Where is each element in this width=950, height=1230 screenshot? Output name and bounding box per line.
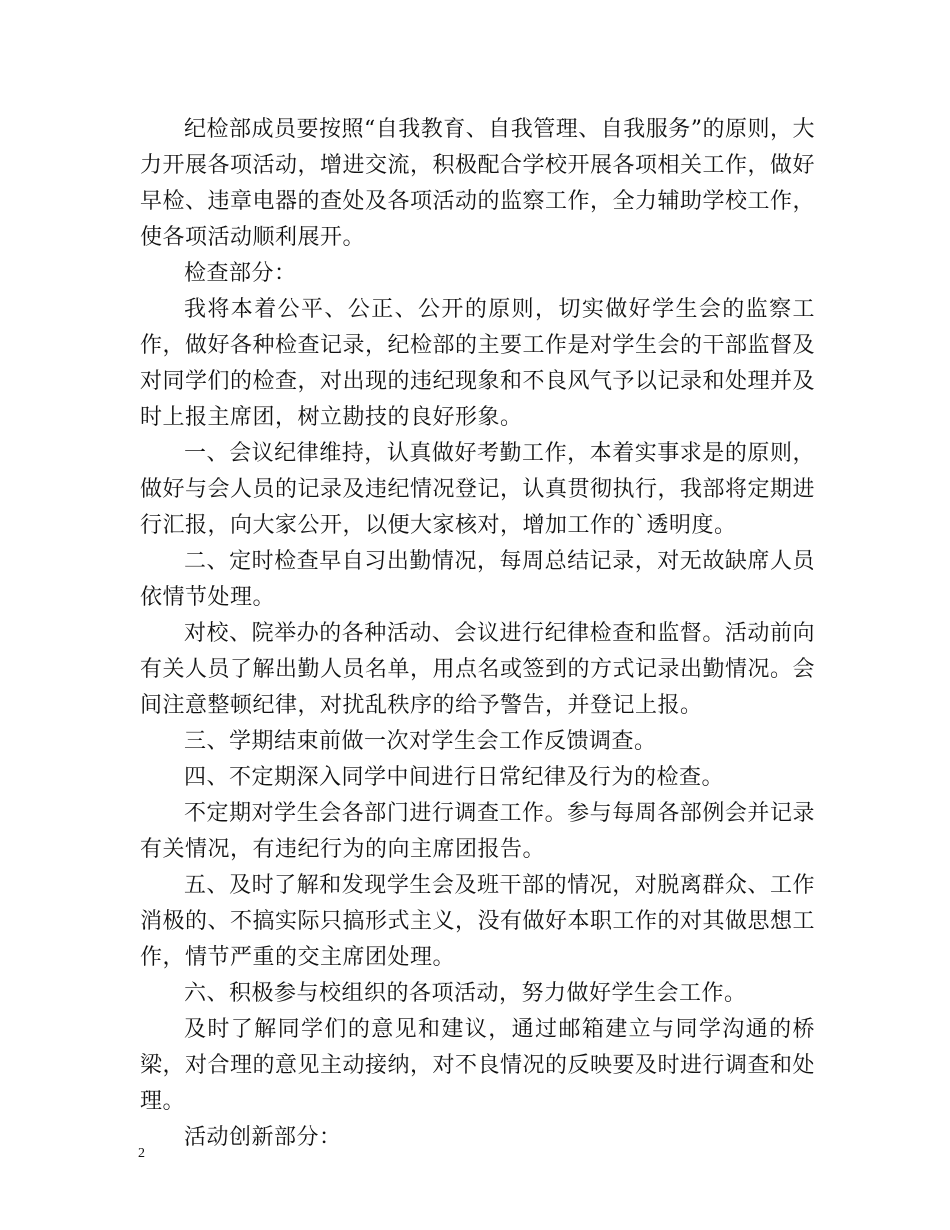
paragraph-intro: 纪检部成员要按照“自我教育、自我管理、自我服务”的原则，大力开展各项活动，增进交流，积极配合学校开展各项相关工作，做好早检、违章电器的查处及各项活动的监察工作，全力辅助学校工作，使各项活动顺利展开。 (140, 117, 816, 250)
paragraph-item-2: 二、定时检查早自习出勤情况，每周总结记录，对无故缺席人员依情节处理。 (140, 549, 815, 610)
paragraph-item-1: 一、会议纪律维持，认真做好考勤工作，本着实事求是的原则，做好与会人员的记录及违纪情况登记，认真贯彻执行，我部将定期进行汇报，向大家公开，以便大家核对，增加工作的`透明度。 (140, 441, 816, 538)
paragraph-item-4: 四、不定期深入同学中间进行日常纪律及行为的检查。 (184, 765, 725, 790)
paragraph-activity-discipline: 对校、院举办的各种活动、会议进行纪律检查和监督。活动前向有关人员了解出勤人员名单，用点名或签到的方式记录出勤情况。会间注意整顿纪律，对扰乱秩序的给予警告，并登记上报。 (140, 621, 816, 718)
paragraph-item-6: 六、积极参与校组织的各项活动，努力做好学生会工作。 (184, 981, 747, 1006)
paragraph-feedback: 及时了解同学们的意见和建议，通过邮箱建立与同学沟通的桥梁，对合理的意见主动接纳，对不良情况的反映要及时进行调查和处理。 (140, 1017, 816, 1114)
page-number: 2 (138, 1146, 145, 1161)
paragraph-inspection-principle: 我将本着公平、公正、公开的原则，切实做好学生会的监察工作，做好各种检查记录，纪检部的主要工作是对学生会的干部监督及对同学们的检查，对出现的违纪现象和不良风气予以记录和处理并及时上报主席团，树立勘技的良好形象。 (140, 297, 816, 430)
section-heading-innovation: 活动创新部分： (184, 1125, 342, 1150)
document-body (140, 112, 815, 1156)
paragraph-department-survey: 不定期对学生会各部门进行调查工作。参与每周各部例会并记录有关情况，有违纪行为的向主席团报告。 (140, 801, 815, 862)
section-heading-inspection: 检查部分： (184, 261, 297, 286)
paragraph-item-3: 三、学期结束前做一次对学生会工作反馈调查。 (184, 729, 657, 754)
paragraph-item-5: 五、及时了解和发现学生会及班干部的情况，对脱离群众、工作消极的、不搞实际只搞形式主义，没有做好本职工作的对其做思想工作，情节严重的交主席团处理。 (140, 873, 816, 970)
